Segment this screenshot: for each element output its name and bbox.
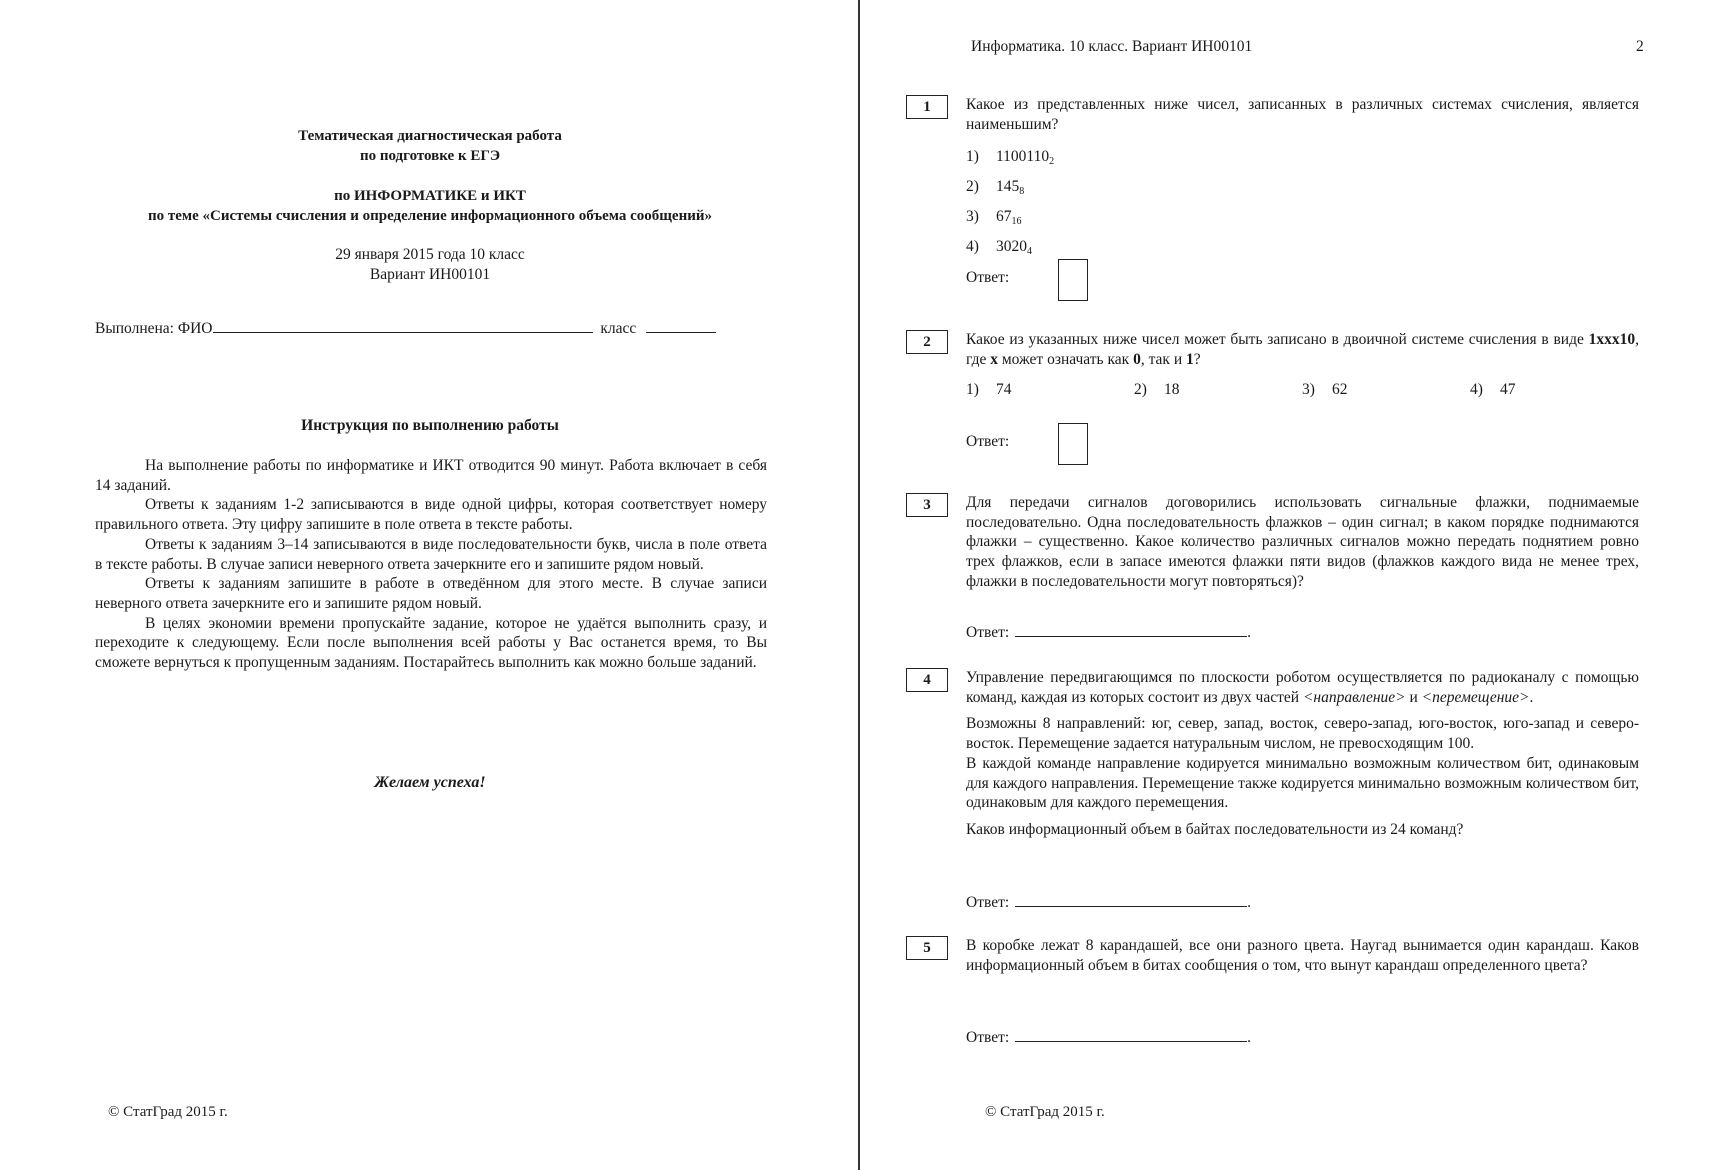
option-value: 145: [996, 178, 1020, 195]
left-footer: © СтатГрад 2015 г.: [108, 1104, 228, 1120]
fio-input-line[interactable]: [213, 316, 593, 333]
option-value: 47: [1500, 381, 1516, 398]
option-value: 18: [1164, 381, 1180, 398]
instructions-title: Инструкция по выполнению работы: [301, 417, 559, 434]
option: [966, 234, 1054, 264]
option: [966, 174, 1054, 204]
option-value: 67: [996, 208, 1012, 225]
fio-label: Выполнена: ФИО: [95, 320, 213, 337]
option: [1470, 381, 1638, 399]
option-base: 4: [1027, 246, 1032, 257]
task-3-answer: [966, 619, 1251, 642]
work-title: [95, 126, 765, 166]
task-number-box: 5: [906, 936, 948, 960]
text-part: и: [1405, 688, 1422, 706]
option-number: 3): [966, 208, 979, 225]
answer-period: .: [1247, 894, 1252, 911]
task-5-answer: [966, 1024, 1251, 1047]
right-page: [860, 0, 1718, 1170]
title-line-1: Тематическая диагностическая работа: [298, 128, 562, 144]
answer-box[interactable]: [1058, 423, 1088, 465]
x-symbol: x: [990, 350, 998, 368]
answer-box[interactable]: [1058, 259, 1088, 301]
task-4-answer: [966, 889, 1251, 912]
option-base: 2: [1049, 156, 1055, 167]
option-base: 8: [1019, 186, 1025, 197]
answer-line[interactable]: [1015, 1024, 1247, 1042]
task-2-options: [966, 381, 1646, 399]
answer-label: Ответ:: [966, 624, 1010, 641]
pattern-text: 1xxx10: [1588, 331, 1636, 348]
answer-label: Ответ:: [966, 269, 1010, 286]
task-text: [966, 493, 1639, 592]
task-number-box: 2: [906, 330, 948, 354]
option: [1302, 381, 1470, 399]
task-text: [966, 330, 1639, 369]
answer-label: Ответ:: [966, 894, 1010, 911]
subject-title: [95, 186, 765, 226]
answer-period: .: [1247, 624, 1252, 641]
right-footer: © СтатГрад 2015 г.: [985, 1104, 1105, 1120]
answer-period: .: [1247, 1029, 1252, 1046]
option-number: 4): [1470, 381, 1483, 398]
task-text: [966, 668, 1639, 840]
subject-line-1: по ИНФОРМАТИКЕ и ИКТ: [334, 188, 526, 204]
answer-line[interactable]: [1015, 619, 1247, 637]
option-value: 3020: [996, 238, 1027, 255]
text-part: Управление передвигающимся по плоскости роботом осуществляется по радиоканалу с помощью команд, каждая из которых состоит из двух частей: [966, 669, 1639, 706]
page-number: 2: [1636, 38, 1644, 55]
text-part: Какое из указанных ниже чисел может быть записано в двоичной системе счисления в виде: [966, 331, 1589, 348]
left-page: [0, 0, 858, 1170]
date-line: 29 января 2015 года 10 класс: [335, 246, 525, 263]
text-part: .: [1529, 688, 1534, 706]
direction-term: <направление>: [1302, 688, 1406, 706]
text-part: может означать как: [997, 350, 1134, 368]
option-number: 1): [966, 148, 979, 165]
text-part: ?: [1193, 350, 1201, 368]
class-input-line[interactable]: [646, 316, 716, 333]
zero-symbol: 0: [1133, 350, 1141, 368]
wish-text: Желаем успеха!: [374, 774, 486, 791]
option-value: 1100110: [996, 148, 1050, 165]
subject-line-2: по теме «Системы счисления и определение информационного объема сообщений»: [147, 208, 713, 224]
instruction-paragraph: На выполнение работы по информатике и ИКТ отводится 90 минут. Работа включает в себя 14 заданий.: [95, 457, 767, 494]
task-4-paragraph: В каждой команде направление кодируется минимально возможным количеством бит, одинаковым для каждого направления. Перемещение также кодируется минимально возможным количеством бит, одинаковым для каждого перемещения.: [966, 754, 1639, 812]
option-number: 2): [1134, 381, 1147, 398]
task-number-box: 3: [906, 493, 948, 517]
answer-line[interactable]: [1015, 889, 1247, 907]
fio-row: [95, 316, 716, 338]
variant-line: Вариант ИН00101: [369, 266, 491, 283]
answer-label: Ответ:: [966, 433, 1010, 450]
instructions: [95, 456, 767, 673]
task-1-text: Какое из представленных ниже чисел, записанных в различных системах счисления, является наименьшим?: [966, 96, 1639, 133]
task-text: [966, 936, 1639, 975]
option: [966, 144, 1054, 174]
instruction-paragraph: Ответы к заданиям запишите в работе в отведённом для этого месте. В случае записи неверного ответа зачеркните его и запишите рядом новый.: [95, 575, 767, 612]
option: [966, 381, 1134, 399]
page-header: Информатика. 10 класс. Вариант ИН00101: [971, 38, 1253, 55]
task-text: [966, 95, 1639, 134]
date-variant-block: [95, 245, 765, 285]
task-number-box: 4: [906, 668, 948, 692]
task-number-box: 1: [906, 95, 948, 119]
instruction-paragraph: Ответы к заданиям 3–14 записываются в виде последовательности букв, числа в поле ответа в тексте работы. В случае записи неверного ответа зачеркните его и запишите рядом новый.: [95, 535, 767, 573]
task-1-answer: [966, 269, 1009, 287]
answer-label: Ответ:: [966, 1029, 1010, 1046]
task-5-text: В коробке лежат 8 карандашей, все они разного цвета. Наугад вынимается один карандаш. Каков информационный объем в битах сообщения о том, что вынут карандаш определенного цвета?: [966, 937, 1639, 974]
option-number: 2): [966, 178, 979, 195]
task-3-text: Для передачи сигналов договорились использовать сигнальные флажки, поднимаемые последовательно. Одна последовательность флажков – один сигнал; в каком порядке поднимаются флажки – существенно. Какое количество различных сигналов можно передать поднятием ровно трех флажков, если в запасе имеются флажки пяти видов (флажков каждого вида не менее трех, флажки в последовательности могут повторяться)?: [966, 494, 1639, 590]
text-part: , где: [966, 331, 1639, 368]
class-label: класс: [600, 320, 637, 337]
task-2-answer: [966, 433, 1009, 451]
task-1-options: [966, 144, 1054, 264]
option-number: 3): [1302, 381, 1315, 398]
task-4-question: Каков информационный объем в байтах последовательности из 24 команд?: [966, 820, 1464, 838]
option-number: 4): [966, 238, 979, 255]
movement-term: <перемещение>: [1421, 688, 1530, 706]
instruction-paragraph: Ответы к заданиям 1-2 записываются в виде одной цифры, которая соответствует номеру правильного ответа. Эту цифру запишите в поле ответа в тексте работы.: [95, 496, 767, 534]
option-value: 62: [1332, 381, 1348, 398]
task-4-intro: [966, 668, 1639, 707]
title-line-2: по подготовке к ЕГЭ: [359, 148, 501, 164]
option-base: 16: [1011, 216, 1022, 227]
option: [1134, 381, 1302, 399]
option: [966, 204, 1054, 234]
instruction-paragraph: В целях экономии времени пропускайте задание, которое не удаётся выполнить сразу, и переходите к следующему. Если после выполнения всей работы у Вас останется время, то Вы сможете вернуться к пропущенным заданиям. Постарайтесь выполнить как можно больше заданий.: [95, 614, 767, 672]
one-symbol: 1: [1186, 350, 1194, 368]
option-number: 1): [966, 381, 979, 398]
task-2-text: [966, 330, 1639, 369]
option-value: 74: [996, 381, 1012, 398]
task-4-paragraph: Возможны 8 направлений: юг, север, запад, восток, северо-запад, юго-восток, юго-запад и северо-восток. Перемещение задается натуральным числом, не превосходящим 100.: [966, 715, 1639, 753]
text-part: , так и: [1140, 350, 1186, 368]
